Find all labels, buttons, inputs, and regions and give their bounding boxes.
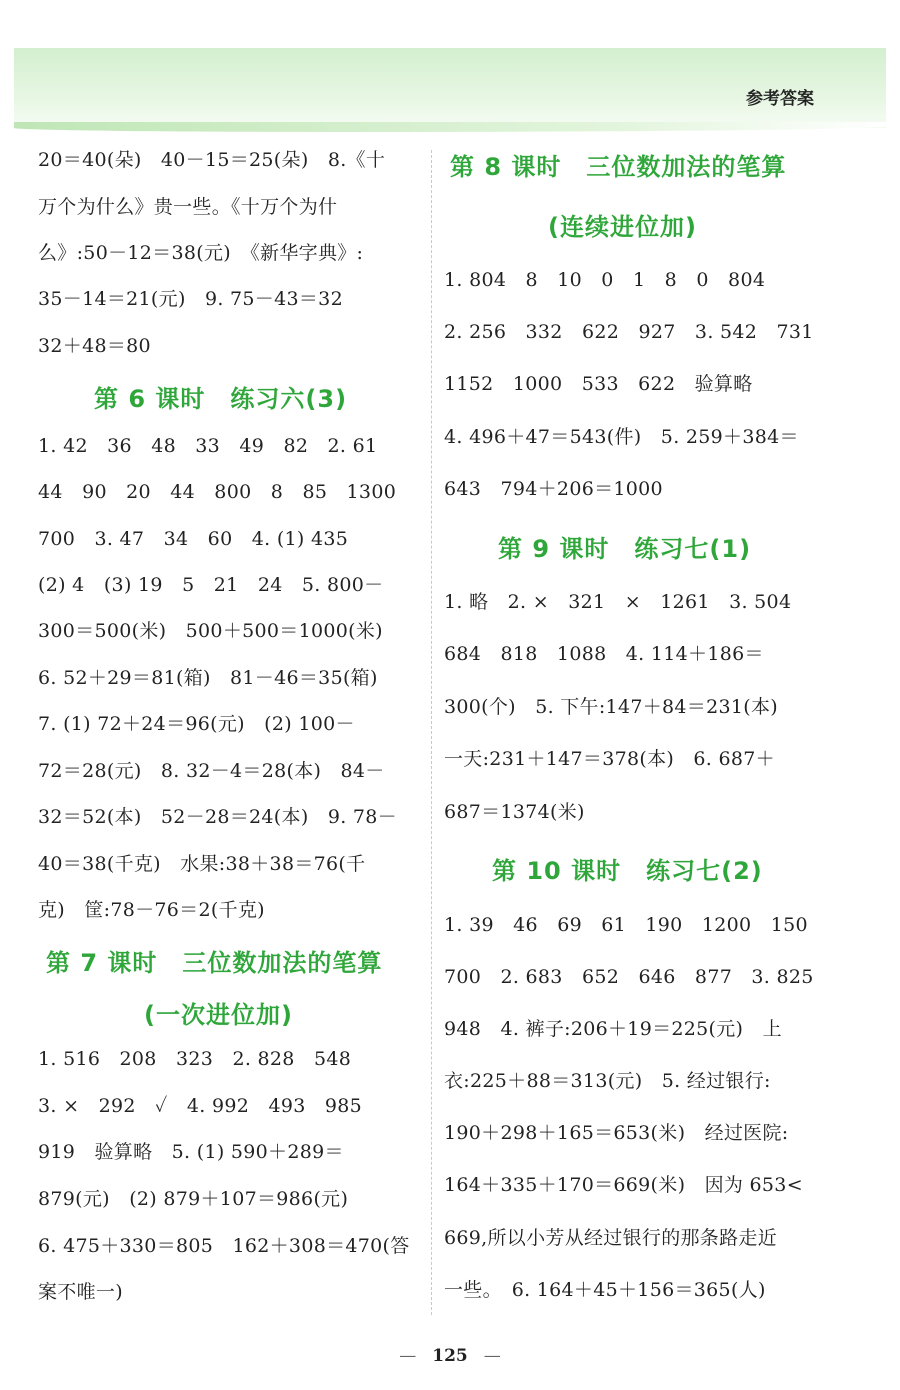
answer-line: 948 4. 裤子:206＋19＝225(元) 上 <box>444 1018 782 1040</box>
answer-line: 1. 42 36 48 33 49 82 2. 61 <box>38 435 378 457</box>
answer-line: 4. 496＋47＝543(件) 5. 259＋384＝ <box>444 426 799 448</box>
page-number: 125 <box>432 1346 468 1366</box>
answer-line: 35－14＝21(元) 9. 75－43＝32 <box>38 288 343 310</box>
header-title: 参考答案 <box>746 89 814 109</box>
answer-line: 44 90 20 44 800 8 85 1300 <box>38 481 397 503</box>
answer-line: 190＋298＋165＝653(米) 经过医院: <box>444 1122 789 1144</box>
answer-line: 700 2. 683 652 646 877 3. 825 <box>444 966 814 988</box>
answer-line: 一些。 6. 164＋45＋156＝365(人) <box>444 1279 766 1301</box>
answer-line: 1. 516 208 323 2. 828 548 <box>38 1048 352 1070</box>
answer-line: (2) 4 (3) 19 5 21 24 5. 800－ <box>38 574 384 596</box>
section-heading: 第 7 课时 三位数加法的笔算 <box>46 949 383 977</box>
section-heading: 第 9 课时 练习七(1) <box>498 535 752 563</box>
section-heading: (连续进位加) <box>548 213 697 241</box>
answer-line: 72＝28(元) 8. 32－4＝28(本) 84－ <box>38 760 385 782</box>
answer-line: 300(个) 5. 下午:147＋84＝231(本) <box>444 696 778 718</box>
answer-line: 衣:225＋88＝313(元) 5. 经过银行: <box>444 1070 771 1092</box>
answer-line: 3. × 292 ✓ 4. 992 493 985 <box>38 1095 363 1117</box>
answer-line: 7. (1) 72＋24＝96(元) (2) 100－ <box>38 713 355 735</box>
section-heading: (一次进位加) <box>144 1001 293 1029</box>
answer-line: 643 794＋206＝1000 <box>444 478 663 500</box>
answer-line: 20＝40(朵) 40－15＝25(朵) 8.《十 <box>38 149 386 171</box>
answer-line: 684 818 1088 4. 114＋186＝ <box>444 643 764 665</box>
column-divider <box>431 150 432 1315</box>
answer-line: 919 验算略 5. (1) 590＋289＝ <box>38 1141 344 1163</box>
answer-line: 300＝500(米) 500＋500＝1000(米) <box>38 620 383 642</box>
answer-line: 克) 筐:78－76＝2(千克) <box>38 899 265 921</box>
answer-line: 2. 256 332 622 927 3. 542 731 <box>444 321 814 343</box>
section-heading: 第 8 课时 三位数加法的笔算 <box>450 153 787 181</box>
answer-line: 1152 1000 533 622 验算略 <box>444 373 753 395</box>
section-heading: 第 10 课时 练习七(2) <box>492 857 763 885</box>
answer-line: 6. 52＋29＝81(箱) 81－46＝35(箱) <box>38 667 378 689</box>
answer-line: 879(元) (2) 879＋107＝986(元) <box>38 1188 349 1210</box>
answer-line: 案不唯一) <box>38 1281 123 1303</box>
answer-line: 1. 略 2. × 321 × 1261 3. 504 <box>444 591 792 613</box>
section-heading: 第 6 课时 练习六(3) <box>94 385 348 413</box>
answer-line: 669,所以小芳从经过银行的那条路走近 <box>444 1227 778 1249</box>
page-footer: — 125 — <box>399 1346 501 1366</box>
answer-line: 164＋335＋170＝669(米) 因为 653< <box>444 1174 803 1196</box>
answer-line: 么》:50－12＝38(元) 《新华字典》: <box>38 242 364 264</box>
answer-line: 700 3. 47 34 60 4. (1) 435 <box>38 528 349 550</box>
answer-line: 1. 39 46 69 61 190 1200 150 <box>444 914 808 936</box>
answer-line: 一天:231＋147＝378(本) 6. 687＋ <box>444 748 775 770</box>
answer-line: 1. 804 8 10 0 1 8 0 804 <box>444 269 766 291</box>
answer-line: 万个为什么》贵一些。《十万个为什 <box>38 196 338 218</box>
answer-line: 32＋48＝80 <box>38 335 151 357</box>
answer-line: 40＝38(千克) 水果:38＋38＝76(千 <box>38 853 366 875</box>
answer-line: 6. 475＋330＝805 162＋308＝470(答 <box>38 1235 410 1257</box>
answer-line: 32＝52(本) 52－28＝24(本) 9. 78－ <box>38 806 397 828</box>
answer-line: 687＝1374(米) <box>444 801 585 823</box>
